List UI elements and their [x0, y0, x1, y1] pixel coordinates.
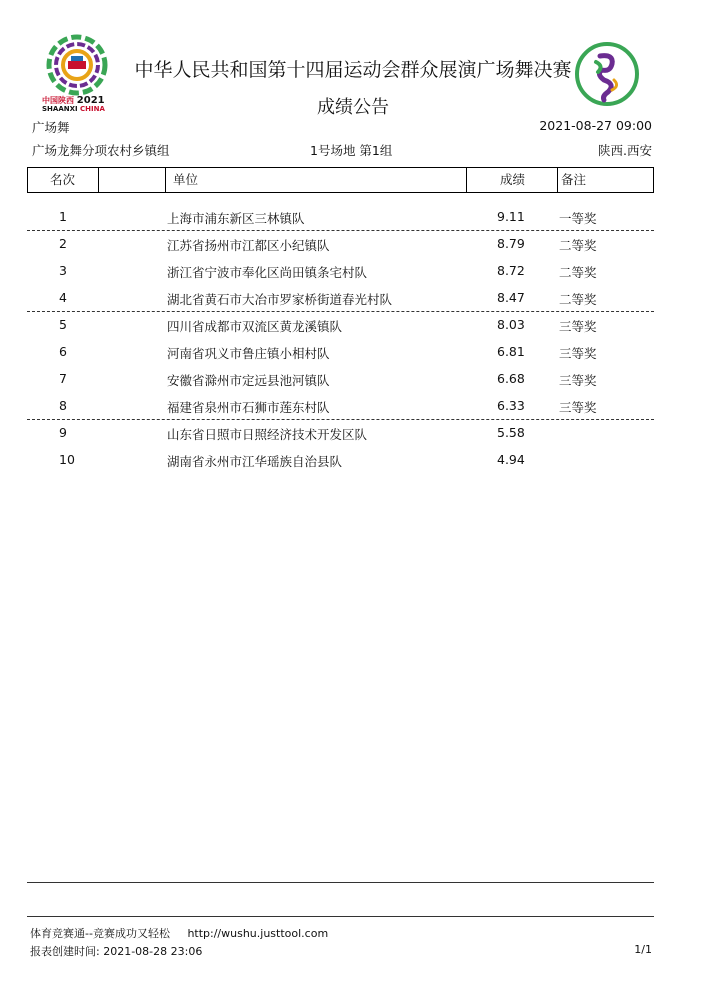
note-cell: 三等奖: [559, 400, 597, 415]
score-cell: 4.94: [497, 452, 525, 467]
table-row: [27, 311, 654, 338]
score-cell: 5.58: [497, 425, 525, 440]
header-unit: 单位: [173, 172, 199, 187]
score-cell: 6.81: [497, 344, 525, 359]
header-score: 成绩: [500, 172, 526, 187]
header-note: 备注: [561, 172, 587, 187]
footer-url[interactable]: http://wushu.justtool.com: [187, 927, 329, 940]
logo-text-en1: SHAANXI: [42, 105, 78, 113]
rank-cell: 5: [59, 317, 67, 332]
table-row: [27, 419, 654, 446]
unit-cell: 河南省巩义市鲁庄镇小相村队: [167, 346, 330, 361]
unit-cell: 江苏省扬州市江都区小纪镇队: [167, 238, 330, 253]
page-subtitle: 成绩公告: [317, 97, 389, 118]
table-row: [27, 284, 654, 311]
rank-cell: 10: [59, 452, 75, 467]
logo-text-cn: 中国陕西: [42, 96, 74, 105]
score-cell: 8.47: [497, 290, 525, 305]
footer-slogan-line: [30, 925, 328, 941]
rank-cell: 6: [59, 344, 67, 359]
unit-cell: 浙江省宁波市奉化区尚田镇条宅村队: [167, 265, 368, 280]
table-header: [27, 167, 654, 193]
note-cell: 三等奖: [559, 346, 597, 361]
note-cell: 一等奖: [559, 211, 597, 226]
table-row: [27, 230, 654, 257]
unit-cell: 山东省日照市日照经济技术开发区队: [167, 427, 368, 442]
location-label: 陕西.西安: [598, 143, 652, 158]
rank-cell: 8: [59, 398, 67, 413]
rank-cell: 2: [59, 236, 67, 251]
venue-label: 1号场地 第1组: [310, 143, 393, 158]
footer-divider-bottom: [27, 916, 654, 917]
footer-slogan: 体育竞赛通--竞赛成功又轻松: [30, 927, 170, 940]
score-cell: 6.68: [497, 371, 525, 386]
score-cell: 8.79: [497, 236, 525, 251]
note-cell: 二等奖: [559, 238, 597, 253]
rank-cell: 9: [59, 425, 67, 440]
score-cell: 9.11: [497, 209, 525, 224]
score-cell: 8.72: [497, 263, 525, 278]
rank-cell: 4: [59, 290, 67, 305]
event-label: 广场龙舞分项农村乡镇组: [32, 143, 170, 158]
unit-cell: 上海市浦东新区三林镇队: [167, 211, 305, 226]
table-row: [27, 365, 654, 392]
note-cell: 二等奖: [559, 292, 597, 307]
rank-cell: 3: [59, 263, 67, 278]
unit-cell: 湖南省永州市江华瑶族自治县队: [167, 454, 343, 469]
table-row: [27, 446, 654, 473]
datetime-label: 2021-08-27 09:00: [539, 118, 652, 133]
score-cell: 6.33: [497, 398, 525, 413]
logo-year: 2021: [76, 95, 105, 106]
rank-cell: 1: [59, 209, 67, 224]
unit-cell: 四川省成都市双流区黄龙溪镇队: [167, 319, 343, 334]
footer-created: 报表创建时间: 2021-08-28 23:06: [30, 945, 203, 958]
unit-cell: 湖北省黄石市大冶市罗家桥街道春光村队: [167, 292, 393, 307]
logo-text-en2: CHINA: [80, 105, 105, 113]
page-number: 1/1: [634, 943, 652, 956]
table-row: [27, 203, 654, 230]
table-row: [27, 257, 654, 284]
note-cell: 二等奖: [559, 265, 597, 280]
header-rank: 名次: [50, 172, 76, 187]
unit-cell: 安徽省滁州市定远县池河镇队: [167, 373, 330, 388]
score-cell: 8.03: [497, 317, 525, 332]
table-row: [27, 338, 654, 365]
footer-divider-top: [27, 882, 654, 883]
table-row: [27, 392, 654, 419]
category-label: 广场舞: [32, 120, 70, 135]
rank-cell: 7: [59, 371, 67, 386]
page-title: 中华人民共和国第十四届运动会群众展演广场舞决赛: [134, 59, 572, 81]
note-cell: 三等奖: [559, 319, 597, 334]
unit-cell: 福建省泉州市石狮市莲东村队: [167, 400, 330, 415]
note-cell: 三等奖: [559, 373, 597, 388]
